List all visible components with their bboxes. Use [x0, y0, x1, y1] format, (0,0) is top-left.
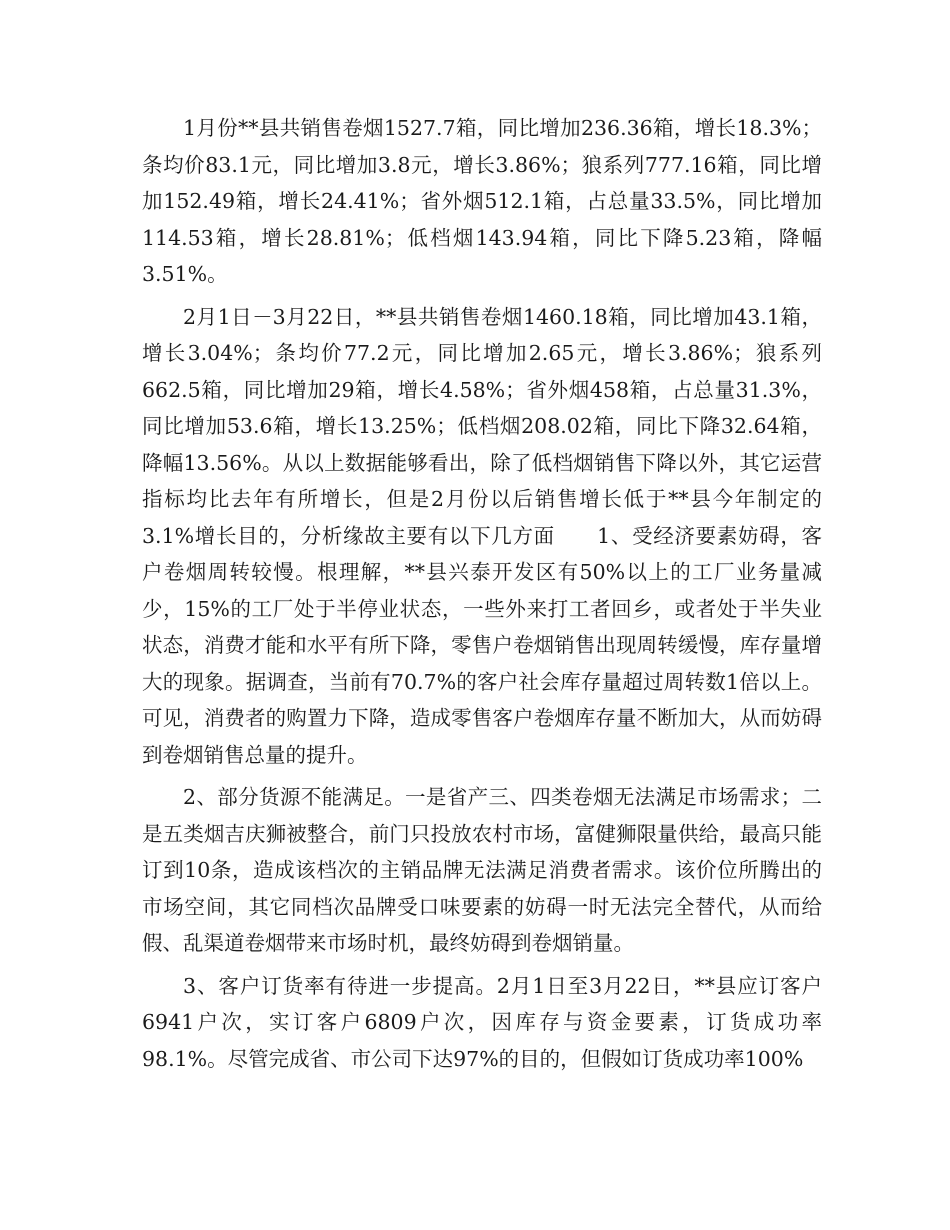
paragraph-order-rate: 3、客户订货率有待进一步提高。2月1日至3月22日，**县应订客户6941户次，实订客户6809户次，因库存与资金要素，订货成功率98.1%。尽管完成省、市公司下达97%的目的，但假如订货成功率100% — [142, 973, 822, 1071]
paragraph-feb-march-sales: 2月1日－3月22日，**县共销售卷烟1460.18箱，同比增加43.1箱，增长3.04%；条均价77.2元，同比增加2.65元，增长3.86%；狼系列662.5箱，同比增加29箱，增长4.58%；省外烟458箱，占总量31.3%，同比增加53.6箱，增长13.25%；低档烟208.02箱，同比下降32.64箱，降幅13.56%。从以上数据能够看出，除了低档烟销售下降以外，其它运营指标均比去年有所增长，但是2月份以后销售增长低于**县今年制定的3.1%增长目的，分析缘故主要有以下几方面 1、受经济要素妨碍，客户卷烟周转较慢。根理解，**县兴泰开发区有50%以上的工厂业务量减少，15%的工厂处于半停业状态，一些外来打工者回乡，或者处于半失业状态，消费才能和水平有所下降，零售户卷烟销售出现周转缓慢，库存量增大的现象。据调查，当前有70.7%的客户社会库存量超过周转数1倍以上。可见，消费者的购置力下降，造成零售客户卷烟库存量不断加大，从而妨碍到卷烟销售总量的提升。 — [142, 304, 822, 767]
paragraph-supply-shortage: 2、部分货源不能满足。一是省产三、四类卷烟无法满足市场需求；二是五类烟吉庆狮被整合，前门只投放农村市场，富健狮限量供给，最高只能订到10条，造成该档次的主销品牌无法满足消费者需求。该价位所腾出的市场空间，其它同档次品牌受口味要素的妨碍一时无法完全替代，从而给假、乱渠道卷烟带来市场时机，最终妨碍到卷烟销量。 — [142, 785, 822, 955]
document-body — [142, 110, 822, 1077]
paragraph-january-sales: 1月份**县共销售卷烟1527.7箱，同比增加236.36箱，增长18.3%；条均价83.1元，同比增加3.8元，增长3.86%；狼系列777.16箱，同比增加152.49箱，增长24.41%；省外烟512.1箱，占总量33.5%，同比增加114.53箱，增长28.81%；低档烟143.94箱，同比下降5.23箱，降幅3.51%。 — [142, 116, 822, 286]
